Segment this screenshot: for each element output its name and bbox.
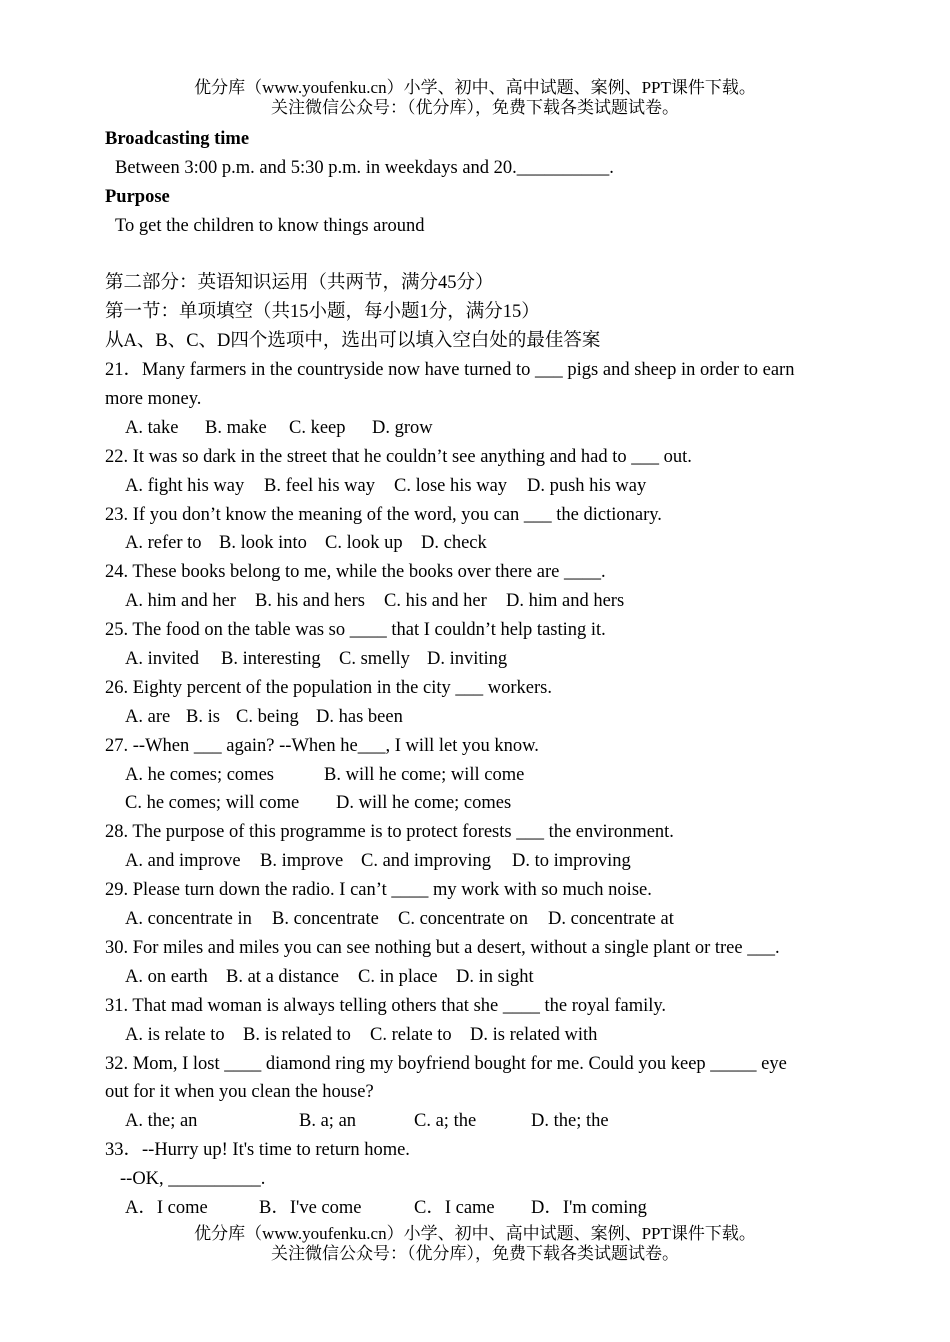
options-29: [105, 905, 845, 934]
option-a: A. on earth: [125, 966, 208, 987]
option-b: B. is: [186, 706, 220, 727]
purpose-title: Purpose: [105, 186, 170, 207]
question-28: 28. The purpose of this programme is to protect forests ___ the environment.: [105, 822, 674, 843]
question-32-cont: out for it when you clean the house?: [105, 1082, 374, 1103]
option-b: B. his and hers: [255, 591, 365, 612]
option-d: D. in sight: [456, 966, 534, 987]
option-c: C. his and her: [384, 591, 487, 612]
option-d: D. grow: [372, 417, 433, 438]
option-c: C. he comes; will come: [125, 793, 300, 814]
option-b: B. at a distance: [226, 966, 340, 987]
option-a: A. is relate to: [125, 1024, 225, 1045]
page-footer: [0, 1224, 950, 1264]
question-32: 32. Mom, I lost ____ diamond ring my boyfriend bought for me. Could you keep _____ eye: [105, 1053, 787, 1074]
option-d: D. has been: [316, 706, 403, 727]
option-b: B. feel his way: [264, 475, 375, 496]
options-31: [105, 1021, 845, 1050]
option-d: D. check: [421, 533, 487, 554]
option-b: B. will he come; will come: [324, 764, 525, 785]
options-30: [105, 963, 845, 992]
options-33: [105, 1194, 845, 1223]
option-b: B. improve: [260, 851, 344, 872]
option-a: A. and improve: [125, 851, 241, 872]
option-d: D. will he come; comes: [336, 793, 512, 814]
question-29: 29. Please turn down the radio. I can’t ____ my work with so much noise.: [105, 880, 652, 901]
option-b: B. is related to: [243, 1024, 351, 1045]
options-23: [105, 529, 845, 558]
option-c: C. in place: [358, 966, 438, 987]
instruction: 从A、B、C、D四个选项中，选出可以填入空白处的最佳答案: [105, 331, 601, 352]
option-c: C. keep: [289, 417, 346, 438]
option-d: D．I'm coming: [531, 1197, 647, 1218]
option-c: C. relate to: [370, 1024, 452, 1045]
options-25: [105, 645, 845, 674]
broadcasting-title: Broadcasting time: [105, 129, 250, 149]
options-28: [105, 847, 845, 876]
header-line-1: 优分库（www.youfenku.cn）小学、初中、高中试题、案例、PPT课件下载。: [194, 78, 756, 97]
option-d: D. push his way: [527, 475, 647, 496]
question-25: 25. The food on the table was so ____ that I couldn’t help tasting it.: [105, 620, 606, 641]
options-32: [105, 1107, 845, 1136]
question-23: 23. If you don’t know the meaning of the word, you can ___ the dictionary.: [105, 504, 662, 525]
option-c: C. being: [236, 706, 299, 727]
question-27: 27. --When ___ again? --When he___, I will let you know.: [105, 735, 539, 756]
question-24: 24. These books belong to me, while the books over there are ____.: [105, 562, 606, 583]
options-21: [105, 414, 845, 443]
option-c: C. concentrate on: [398, 909, 528, 930]
question-30: 30. For miles and miles you can see nothing but a desert, without a single plant or tree ___.: [105, 937, 780, 958]
option-a: A. are: [125, 706, 171, 727]
document-content: [105, 125, 845, 1223]
options-26: [105, 703, 845, 732]
question-21-cont: more money.: [105, 389, 202, 410]
option-d: D. the; the: [531, 1111, 609, 1132]
spacer: [105, 241, 845, 270]
options-27-row1: [105, 761, 845, 790]
option-b: B. make: [205, 417, 267, 438]
option-c: C. a; the: [414, 1111, 477, 1132]
purpose-text: To get the children to know things around: [115, 215, 425, 236]
option-d: D. him and hers: [506, 591, 625, 612]
option-a: A．I come: [125, 1197, 208, 1218]
option-b: B. a; an: [299, 1111, 357, 1132]
option-a: A. concentrate in: [125, 909, 252, 930]
option-a: A. fight his way: [125, 475, 245, 496]
option-d: D. is related with: [470, 1024, 598, 1045]
option-a: A. the; an: [125, 1111, 198, 1132]
option-b: B. concentrate: [272, 909, 379, 930]
header-line-2: 关注微信公众号：（优分库），免费下载各类试题试卷。: [271, 98, 679, 117]
option-d: D. inviting: [427, 649, 508, 670]
option-c: C. lose his way: [394, 475, 508, 496]
question-26: 26. Eighty percent of the population in the city ___ workers.: [105, 677, 552, 698]
option-b: B．I've come: [259, 1197, 362, 1218]
option-a: A. invited: [125, 649, 199, 670]
option-a: A. he comes; comes: [125, 764, 274, 785]
options-27-row2: [105, 789, 845, 818]
question-31: 31. That mad woman is always telling others that she ____ the royal family.: [105, 995, 667, 1016]
part-title: 第二部分：英语知识运用（共两节，满分45分）: [105, 273, 494, 294]
option-b: B. interesting: [221, 649, 321, 670]
footer-line-2: 关注微信公众号：（优分库），免费下载各类试题试卷。: [271, 1244, 679, 1263]
page-header: [0, 78, 950, 118]
option-a: A. take: [125, 417, 179, 438]
broadcasting-text: Between 3:00 p.m. and 5:30 p.m. in weekdays and 20.__________.: [115, 157, 614, 178]
option-d: D. concentrate at: [548, 909, 674, 930]
option-d: D. to improving: [512, 851, 631, 872]
option-c: C. look up: [325, 533, 403, 554]
options-22: [105, 472, 845, 501]
question-33: 33．--Hurry up! It's time to return home.: [105, 1140, 410, 1161]
footer-line-1: 优分库（www.youfenku.cn）小学、初中、高中试题、案例、PPT课件下载。: [194, 1224, 756, 1243]
option-c: C. and improving: [361, 851, 492, 872]
question-33-cont: --OK, __________.: [120, 1169, 266, 1190]
option-c: C．I came: [414, 1197, 495, 1218]
section-title: 第一节：单项填空（共15小题，每小题1分，满分15）: [105, 302, 540, 323]
question-21: 21．Many farmers in the countryside now have turned to ___ pigs and sheep in order to earn: [105, 360, 795, 381]
option-a: A. refer to: [125, 533, 202, 554]
options-24: [105, 587, 845, 616]
option-c: C. smelly: [339, 649, 410, 670]
option-b: B. look into: [219, 533, 307, 554]
option-a: A. him and her: [125, 591, 236, 612]
question-22: 22. It was so dark in the street that he couldn’t see anything and had to ___ out.: [105, 446, 692, 467]
